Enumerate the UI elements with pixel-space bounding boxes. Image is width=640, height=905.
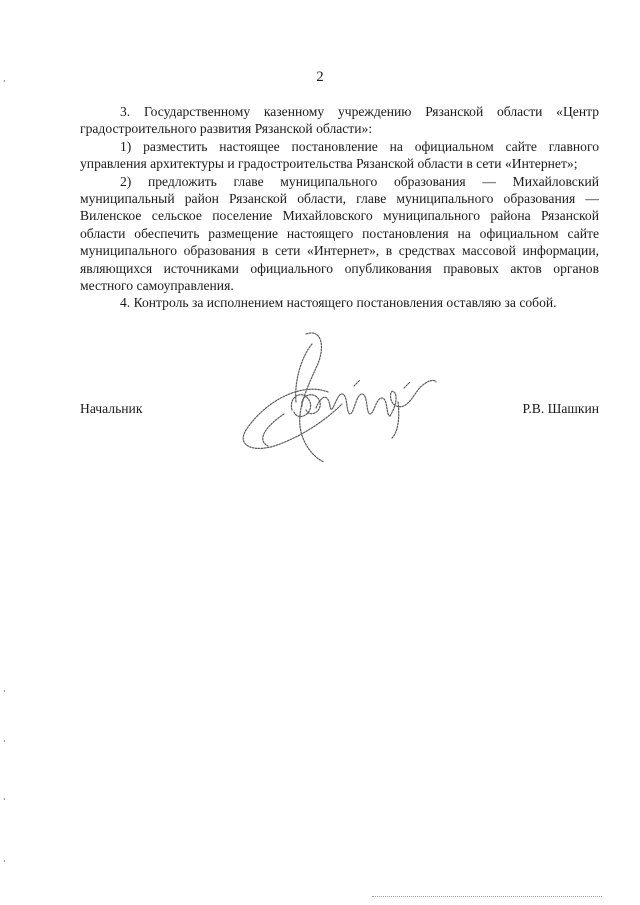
paragraph-subitem-1: 1) разместить настоящее постановление на официальном сайте главного управления архитектуры и градостроительства Рязанской области в сети «Интернет»; — [80, 138, 599, 172]
signatory-name: Р.В. Шашкин — [522, 401, 599, 416]
scan-edge-mark — [4, 860, 5, 862]
scan-edge-mark — [4, 740, 5, 742]
page-number: 2 — [316, 69, 324, 85]
scan-edge-mark — [4, 690, 5, 692]
scan-bottom-edge — [372, 896, 602, 897]
paragraph-item-4: 4. Контроль за исполнением настоящего постановления оставляю за собой. — [120, 295, 557, 311]
paragraph-item-3: 3. Государственному казенному учреждению Рязанской области «Центр градостроительного развития Рязанской области»: — [80, 104, 599, 137]
document-body — [80, 103, 599, 312]
handwritten-signature — [236, 322, 442, 472]
paragraph-subitem-2: 2) предложить главе муниципального образования — Михайловский муниципальный район Рязанской области, главе муниципального образования — Виленское сельское поселение Михайловского муниципального района Рязанской области обеспечить размещение настоящего постановления на официальном сайте муниципального образования в сети «Интернет», в средствах массовой информации, являющихся источниками официального опубликования правовых актов органов местного самоуправления. — [80, 173, 599, 294]
scan-edge-mark — [4, 798, 5, 800]
signatory-position: Начальник — [80, 401, 143, 416]
scan-edge-mark — [4, 80, 5, 82]
